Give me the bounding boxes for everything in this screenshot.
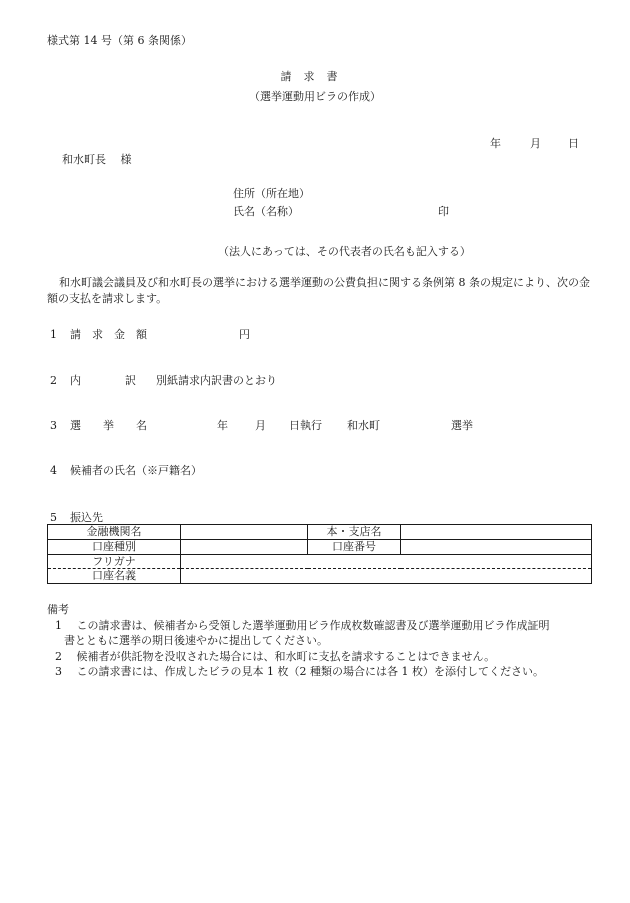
- item-transfer: [50, 511, 103, 525]
- item-candidate-name: [50, 464, 202, 478]
- address-label: 住所（所在地）: [233, 187, 310, 200]
- item-label: 振込先: [70, 511, 103, 524]
- election-month: 月: [255, 419, 266, 432]
- bank-name-field[interactable]: [181, 525, 308, 540]
- election-year: 年: [217, 419, 228, 432]
- table-row: [48, 569, 592, 584]
- note-item-continued: 書とともに選挙の期日後速やかに提出してください。: [64, 634, 328, 647]
- item-number: 4: [50, 464, 57, 477]
- item-number: 1: [50, 328, 57, 341]
- account-holder-field[interactable]: [181, 569, 592, 584]
- seal-mark: 印: [438, 205, 449, 218]
- page-title: 請求書: [280, 70, 350, 83]
- item-number: 5: [50, 511, 57, 524]
- table-row: [48, 539, 592, 554]
- request-statement: 和水町議会議員及び和水町長の選挙における選挙運動の公費負担に関する条例第 8 条の規定により、次の金額の支払を請求します。: [47, 276, 590, 305]
- note-item: 1 この請求書は、候補者から受領した選挙運動用ビラ作成枚数確認書及び選挙運動用ビラ作成証明: [55, 619, 550, 632]
- addressee: 和水町長 様: [62, 153, 132, 166]
- date-line: [490, 137, 579, 151]
- account-type-field[interactable]: [181, 539, 308, 554]
- name-label: 氏名（名称）: [233, 205, 299, 218]
- date-month: 月: [530, 137, 541, 150]
- item-label: 内 訳: [70, 374, 136, 387]
- election-suffix: 選挙: [451, 419, 473, 432]
- account-holder-label: 口座名義: [48, 569, 181, 584]
- table-row: [48, 554, 592, 569]
- bank-name-label: 金融機関名: [48, 525, 181, 540]
- item-label: 選 挙 名: [70, 419, 147, 432]
- notes-heading: 備考: [47, 603, 69, 616]
- date-day: 日: [568, 137, 579, 150]
- note-item: 2 候補者が供託物を没収された場合には、和水町に支払を請求することはできません。: [55, 650, 496, 663]
- table-row: [48, 525, 592, 540]
- item-breakdown: [50, 374, 277, 388]
- account-number-label: 口座番号: [308, 539, 401, 554]
- account-type-label: 口座種別: [48, 539, 181, 554]
- branch-field[interactable]: [401, 525, 592, 540]
- item-label: 候補者の氏名（※戸籍名）: [70, 464, 202, 477]
- branch-label: 本・支店名: [308, 525, 401, 540]
- form-number: 様式第 14 号（第 6 条関係）: [47, 34, 192, 47]
- page-subtitle: （選挙運動用ビラの作成）: [249, 90, 381, 103]
- furigana-label: フリガナ: [48, 554, 181, 569]
- item-label: 請 求 金 額: [70, 328, 147, 341]
- item-election-name: [50, 419, 473, 433]
- amount-unit: 円: [239, 328, 250, 341]
- item-amount: [50, 328, 250, 342]
- item-number: 3: [50, 419, 57, 432]
- note-item: 3 この請求書には、作成したビラの見本 1 枚（2 種類の場合には各 1 枚）を添付してください。: [55, 665, 544, 678]
- item-number: 2: [50, 374, 57, 387]
- furigana-field[interactable]: [181, 554, 592, 569]
- election-town: 和水町: [347, 419, 380, 432]
- date-year: 年: [490, 137, 501, 150]
- account-number-field[interactable]: [401, 539, 592, 554]
- bank-transfer-table: [47, 524, 592, 584]
- corporation-note: （法人にあっては、その代表者の氏名も記入する）: [218, 245, 471, 258]
- breakdown-value: 別紙請求内訳書のとおり: [156, 374, 277, 387]
- election-day: 日執行: [289, 419, 322, 432]
